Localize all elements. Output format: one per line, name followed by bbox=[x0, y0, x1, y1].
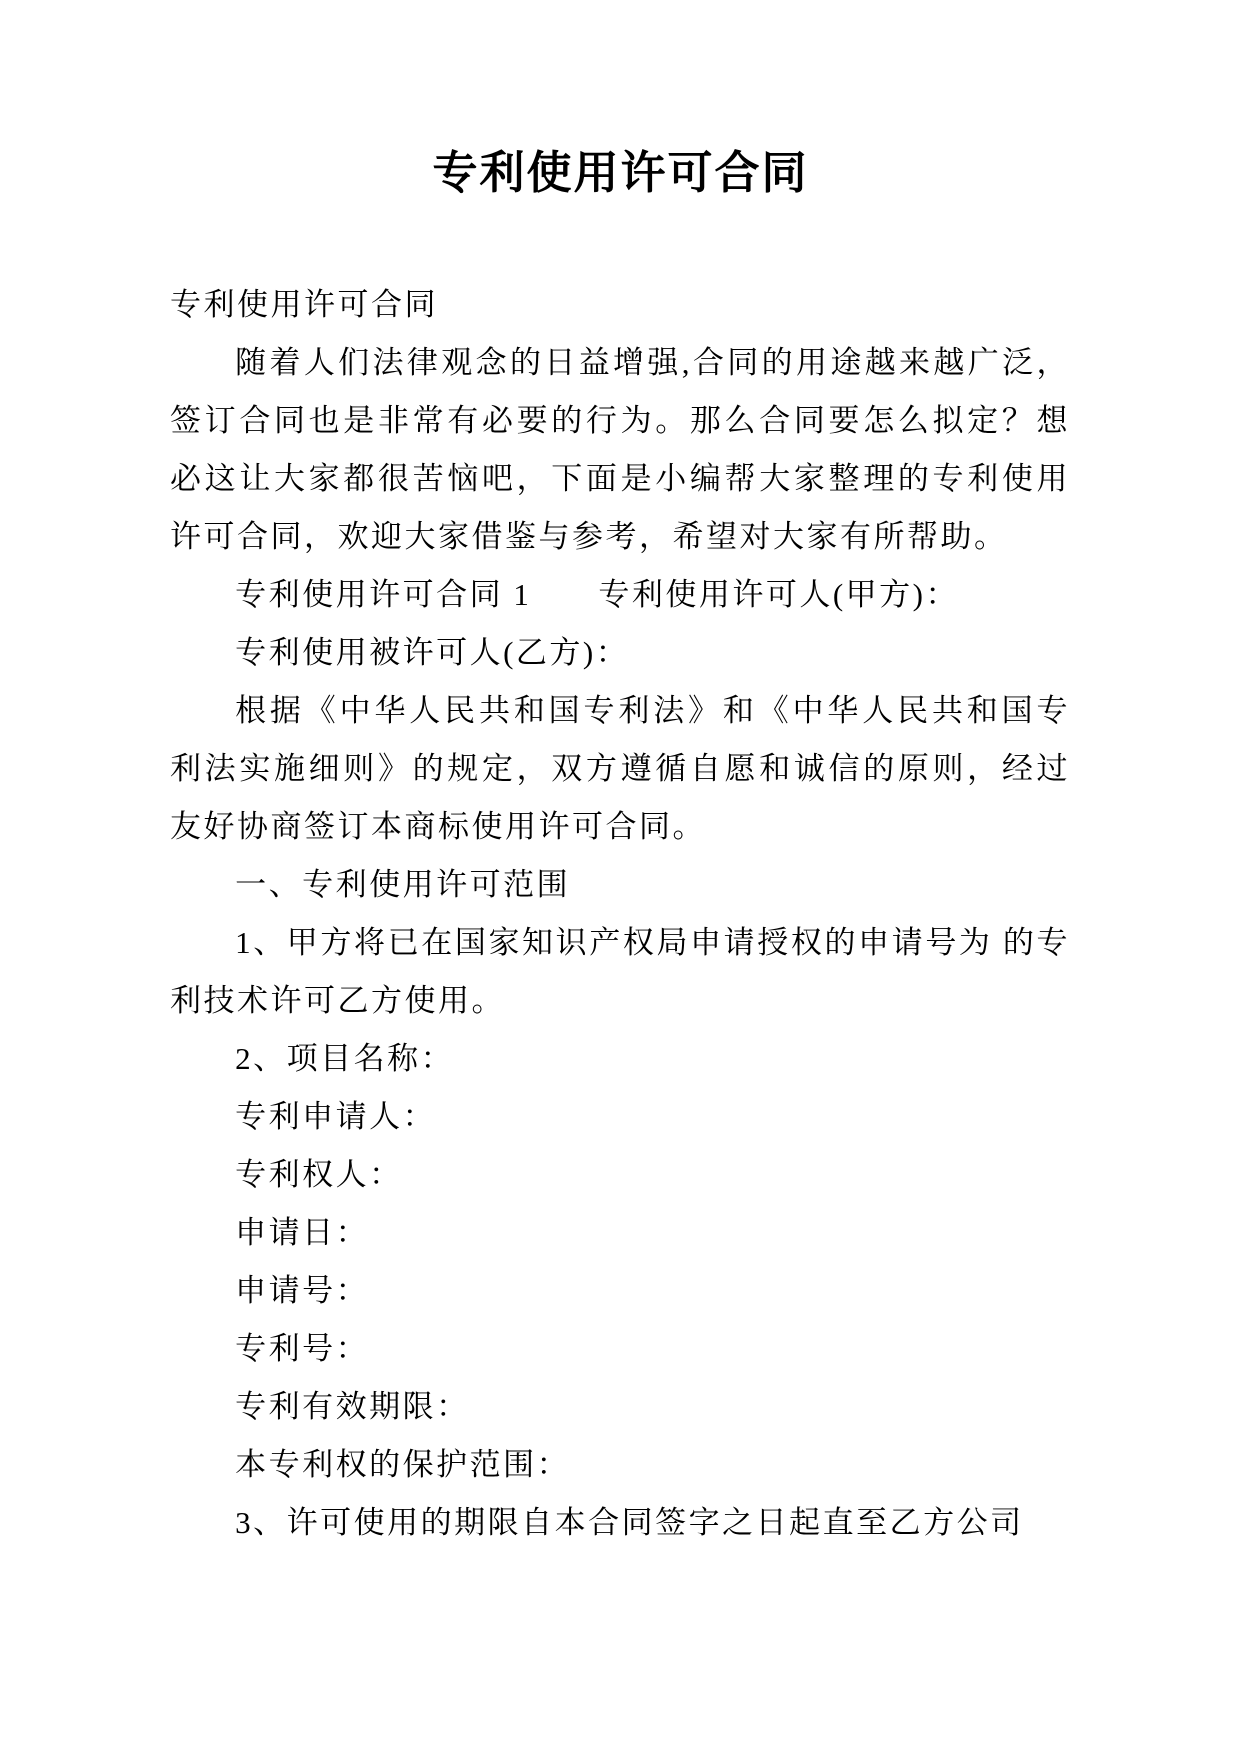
paragraph: 根据《中华人民共和国专利法》和《中华人民共和国专利法实施细则》的规定，双方遵循自愿和诚信的原则，经过友好协商签订本商标使用许可合同。 bbox=[170, 693, 1070, 844]
paragraph: 申请号： bbox=[235, 1273, 370, 1308]
paragraph: 1、甲方将已在国家知识产权局申请授权的申请号为 的专利技术许可乙方使用。 bbox=[170, 925, 1070, 1018]
paragraph: 专利使用许可合同 1 专利使用许可人(甲方)： bbox=[235, 577, 959, 612]
document-body bbox=[170, 276, 1070, 1552]
paragraph: 申请日： bbox=[235, 1215, 370, 1250]
paragraph: 随着人们法律观念的日益增强,合同的用途越来越广泛，签订合同也是非常有必要的行为。那么合同要怎么拟定？想必这让大家都很苦恼吧，下面是小编帮大家整理的专利使用许可合同，欢迎大家借鉴与参考，希望对大家有所帮助。 bbox=[170, 345, 1070, 554]
paragraph: 专利有效期限： bbox=[235, 1389, 470, 1424]
paragraph: 3、许可使用的期限自本合同签字之日起直至乙方公司 bbox=[235, 1505, 1024, 1540]
paragraph: 一、专利使用许可范围 bbox=[235, 867, 571, 902]
paragraph: 本专利权的保护范围： bbox=[235, 1447, 571, 1482]
paragraph: 专利号： bbox=[235, 1331, 370, 1366]
paragraph: 2、项目名称： bbox=[235, 1041, 455, 1076]
document-title: 专利使用许可合同 bbox=[432, 148, 809, 198]
paragraph: 专利使用许可合同 bbox=[170, 287, 438, 322]
paragraph: 专利使用被许可人(乙方)： bbox=[235, 635, 630, 670]
paragraph: 专利申请人： bbox=[235, 1099, 437, 1134]
paragraph: 专利权人： bbox=[235, 1157, 403, 1192]
